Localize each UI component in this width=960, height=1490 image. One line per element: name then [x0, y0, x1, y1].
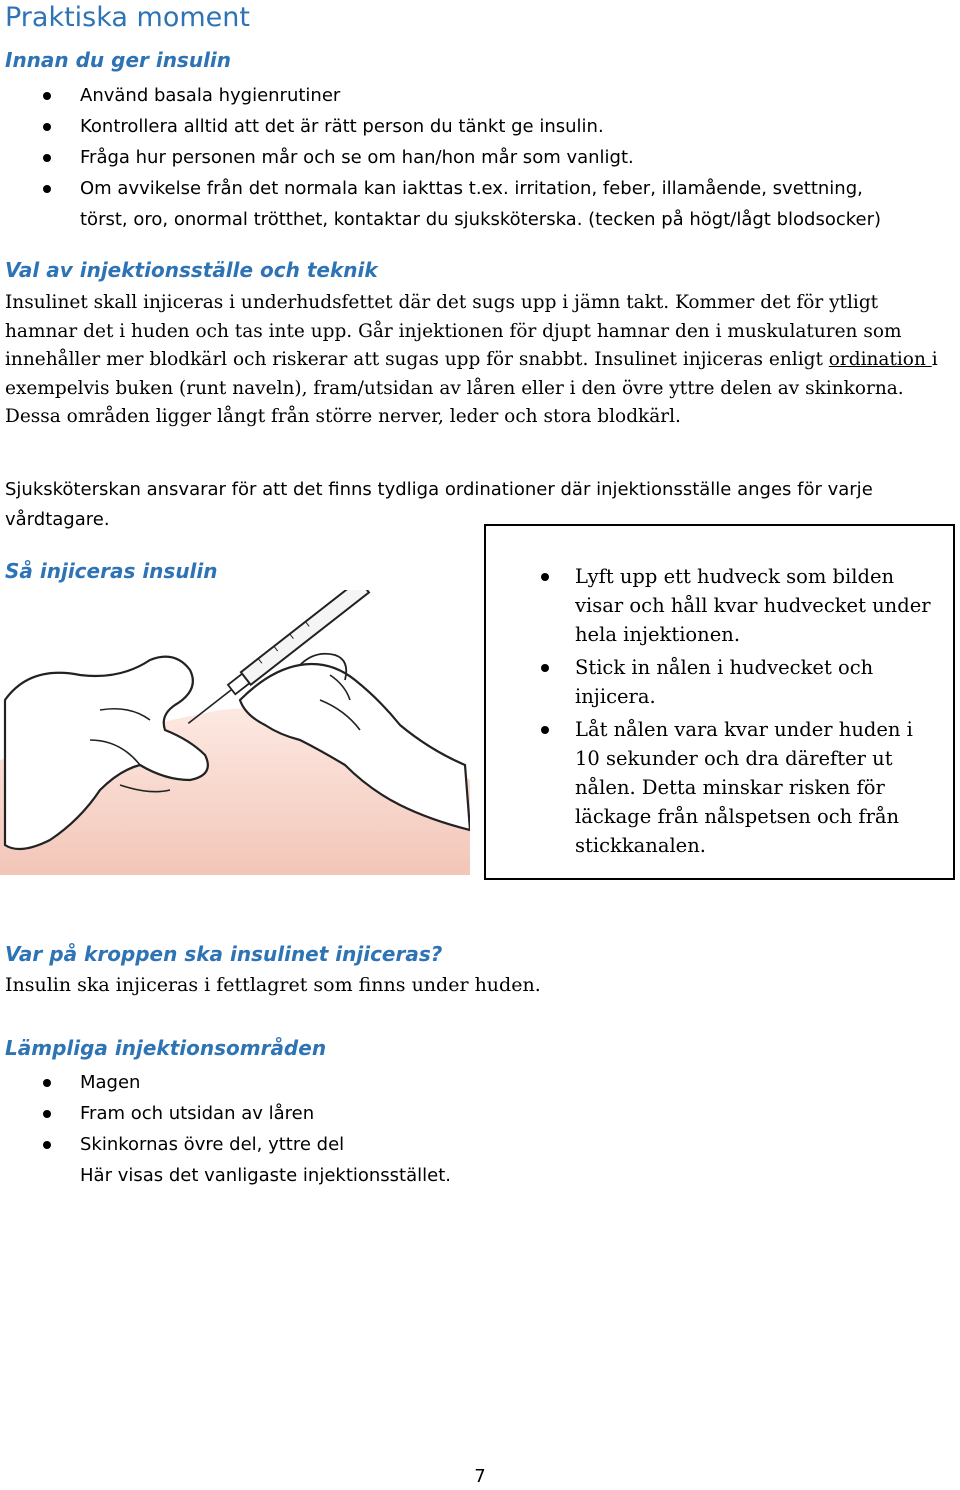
nurse-responsibility-text: Sjuksköterskan ansvarar för att det finns tydliga ordinationer där injektionsställe anges för varje vårdtagare. [5, 479, 873, 530]
injection-site-paragraph: Insulinet skall injiceras i underhudsfettet där det sugs upp i jämn takt. Kommer det för ytligt hamnar det i huden och tas inte upp. Går injektionen för djupt hamnar den i muskulaturen som innehåller mer blodkärl och riskerar att sugas upp för snabbt. Insulinet injiceras enligt ordination i exempelvis buken (runt naveln), fram/utsidan av låren eller i den övre yttre delen av skinkorna. Dessa områden ligger långt från större nerver, leder och stora blodkärl. [5, 292, 938, 427]
bullet-icon [43, 1110, 51, 1118]
before-insulin-list [0, 80, 960, 235]
bullet-icon [43, 154, 51, 162]
bullet-icon [43, 123, 51, 131]
list-item: Använd basala hygienrutiner [0, 80, 960, 111]
injection-site-note: Här visas det vanligaste injektionsstället. [80, 1165, 451, 1186]
injection-steps-list [486, 562, 935, 864]
ordination-link[interactable]: ordination [828, 349, 932, 370]
heading-how-to-inject: Så injiceras insulin [5, 559, 218, 583]
bullet-icon [43, 92, 51, 100]
list-item: Stick in nålen i hudvecket och injicera. [486, 653, 935, 711]
injection-illustration [0, 590, 470, 875]
bullet-icon [43, 185, 51, 193]
list-item: Om avvikelse från det normala kan iakttas t.ex. irritation, feber, illamående, svettning, törst, oro, onormal trötthet, kontaktar du sjuksköterska. (tecken på högt/lågt blodsocker) [0, 173, 960, 235]
bullet-icon [541, 726, 549, 734]
heading-before-insulin: Innan du ger insulin [5, 48, 232, 72]
list-item: Kontrollera alltid att det är rätt person du tänkt ge insulin. [0, 111, 960, 142]
suitable-areas-list [0, 1067, 960, 1191]
page-number: 7 [474, 1466, 486, 1487]
list-item: Lyft upp ett hudveck som bilden visar och håll kvar hudvecket under hela injektionen. [486, 562, 935, 649]
list-item: Fram och utsidan av låren [0, 1098, 960, 1129]
bullet-icon [541, 664, 549, 672]
bullet-icon [43, 1141, 51, 1149]
page-title: Praktiska moment [5, 2, 250, 33]
list-item: Låt nålen vara kvar under huden i 10 sekunder och dra därefter ut nålen. Detta minskar risken för läckage från nålspetsen och från stickkanalen. [486, 715, 935, 860]
list-item: Skinkornas övre del, yttre del Här visas det vanligaste injektionsstället. [0, 1129, 960, 1191]
bullet-icon [541, 573, 549, 581]
heading-suitable-areas: Lämpliga injektionsområden [5, 1036, 327, 1060]
where-on-body-text: Insulin ska injiceras i fettlagret som finns under huden. [5, 974, 541, 996]
heading-where-on-body: Var på kroppen ska insulinet injiceras? [5, 942, 443, 966]
bullet-icon [43, 1079, 51, 1087]
injection-steps-box [484, 524, 955, 880]
heading-injection-site: Val av injektionsställe och teknik [5, 258, 378, 282]
list-item: Fråga hur personen mår och se om han/hon mår som vanligt. [0, 142, 960, 173]
list-item: Magen [0, 1067, 960, 1098]
